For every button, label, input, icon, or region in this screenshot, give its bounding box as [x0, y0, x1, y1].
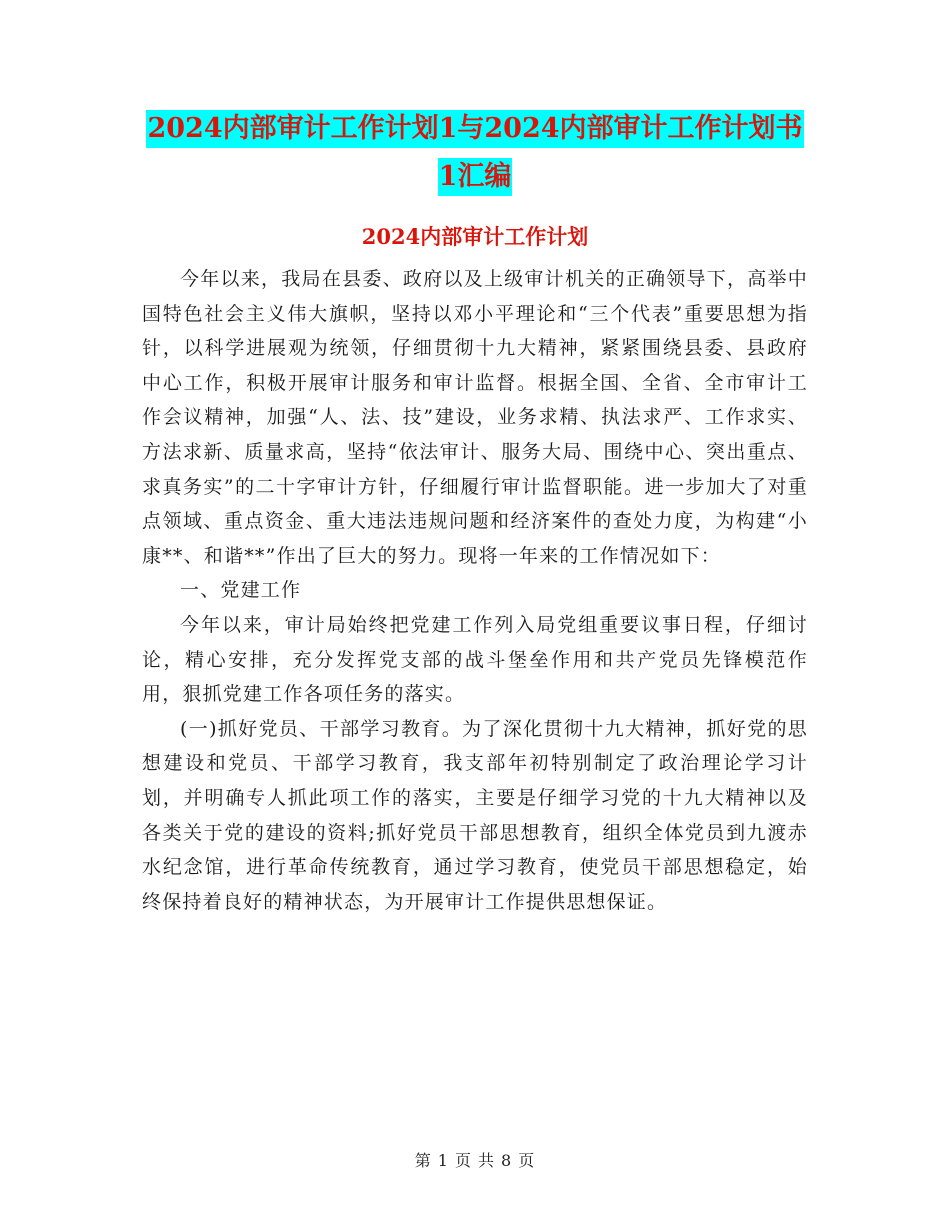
footer-middle: 页 共 — [454, 1151, 496, 1170]
paragraph: 今年以来，我局在县委、政府以及上级审计机关的正确领导下，高举中国特色社会主义伟大旗帜，坚持以邓小平理论和“三个代表”重要思想为指针，以科学进展观为统领，仔细贯彻十九大精神，紧紧围绕县委、县政府中心工作，积极开展审计服务和审计监督。根据全国、全省、全市审计工作会议精神，加强“人、法、技”建设，业务求精、执法求严、工作求实、方法求新、质量求高，坚持“依法审计、服务大局、围绕中心、突出重点、求真务实”的二十字审计方针，仔细履行审计监督职能。进一步加大了对重点领域、重点资金、重大违法违规问题和经济案件的查处力度，为构建“小康**、和谐**”作出了巨大的努力。现将一年来的工作情况如下： — [142, 268, 808, 567]
document-body — [142, 262, 808, 919]
title-line-1: 2024内部审计工作计划1与2024内部审计工作计划书 — [146, 110, 803, 148]
current-page-number: 1 — [437, 1151, 449, 1170]
paragraph: 今年以来，审计局始终把党建工作列入局党组重要议事日程，仔细讨论，精心安排，充分发挥党支部的战斗堡垒作用和共产党员先锋模范作用，狠抓党建工作各项任务的落实。 — [142, 613, 808, 706]
title-line-2: 1汇编 — [438, 158, 513, 196]
section-heading-party-building: 一、党建工作 — [180, 579, 302, 602]
footer-prefix: 第 — [414, 1151, 432, 1170]
footer-suffix: 页 — [518, 1151, 536, 1170]
document-title — [0, 110, 950, 206]
page-footer — [0, 1148, 950, 1171]
section-heading: 2024内部审计工作计划 — [361, 224, 589, 249]
total-page-count: 8 — [501, 1151, 513, 1170]
paragraph: (一)抓好党员、干部学习教育。为了深化贯彻十九大精神，抓好党的思想建设和党员、干部学习教育，我支部年初特别制定了政治理论学习计划，并明确专人抓此项工作的落实，主要是仔细学习党的十九大精神以及各类关于党的建设的资料;抓好党员干部思想教育，组织全体党员到九渡赤水纪念馆，进行革命传统教育，通过学习教育，使党员干部思想稳定，始终保持着良好的精神状态，为开展审计工作提供思想保证。 — [142, 717, 808, 913]
